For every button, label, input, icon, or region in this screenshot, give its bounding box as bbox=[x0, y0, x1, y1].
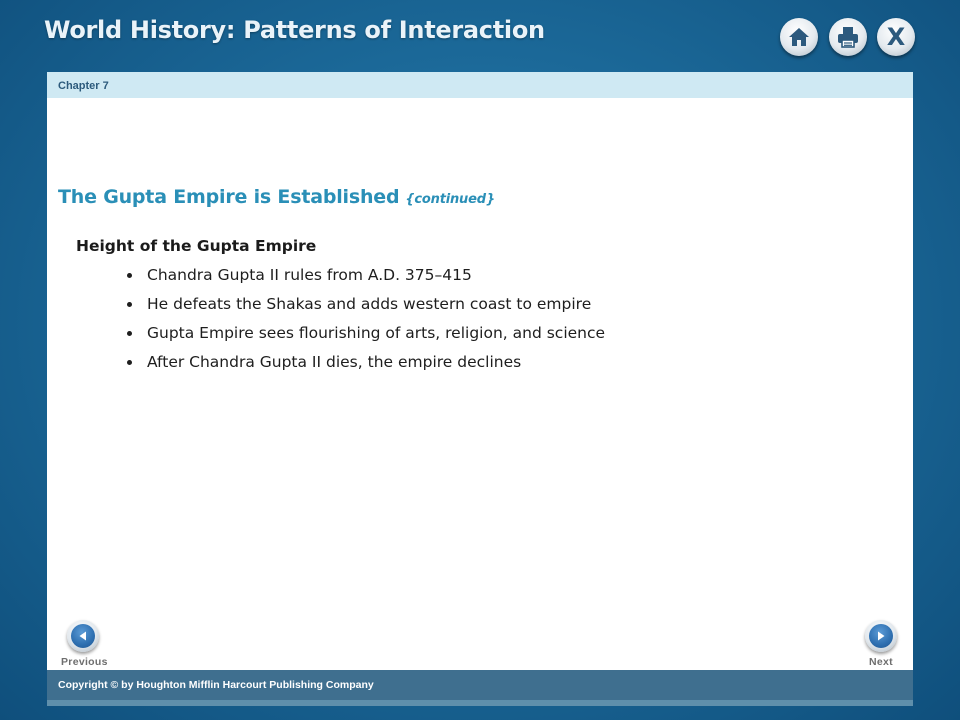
next-button[interactable] bbox=[865, 620, 897, 652]
bullet-item bbox=[127, 265, 605, 294]
home-button[interactable] bbox=[780, 18, 818, 56]
footer-strip bbox=[47, 700, 913, 706]
bullet-item bbox=[127, 323, 605, 352]
bullet-item bbox=[127, 294, 605, 323]
close-icon: X bbox=[886, 23, 906, 51]
printer-icon bbox=[835, 24, 861, 50]
chapter-bar bbox=[47, 72, 913, 98]
next-button-face bbox=[869, 624, 893, 648]
bullet-dot bbox=[127, 360, 132, 365]
bullet-text: Gupta Empire sees flourishing of arts, religion, and science bbox=[147, 324, 606, 342]
arrow-left-icon bbox=[77, 630, 89, 642]
previous-label[interactable]: Previous bbox=[61, 656, 108, 668]
bullet-dot bbox=[127, 302, 132, 307]
section-heading: Height of the Gupta Empire bbox=[76, 237, 317, 255]
header-title: World History: Patterns of Interaction bbox=[44, 16, 545, 44]
previous-button[interactable] bbox=[67, 620, 99, 652]
next-label[interactable]: Next bbox=[869, 656, 893, 668]
bullet-text: He defeats the Shakas and adds western coast to empire bbox=[147, 295, 592, 313]
print-button[interactable] bbox=[829, 18, 867, 56]
close-button[interactable] bbox=[877, 18, 915, 56]
previous-button-face bbox=[71, 624, 95, 648]
home-icon bbox=[786, 24, 812, 50]
slide-title-suffix: {continued} bbox=[405, 192, 495, 207]
bullet-text: After Chandra Gupta II dies, the empire declines bbox=[147, 353, 522, 371]
bullet-dot bbox=[127, 331, 132, 336]
copyright-text: Copyright © by Houghton Mifflin Harcourt Publishing Company bbox=[58, 679, 374, 691]
footer-bar bbox=[47, 670, 913, 700]
chapter-label: Chapter 7 bbox=[58, 80, 109, 92]
bullet-list bbox=[127, 265, 605, 381]
slide-title-text: The Gupta Empire is Established bbox=[58, 186, 400, 208]
slide-title bbox=[58, 186, 495, 208]
bullet-item bbox=[127, 352, 605, 381]
bullet-text: Chandra Gupta II rules from A.D. 375–415 bbox=[147, 266, 472, 284]
arrow-right-icon bbox=[875, 630, 887, 642]
slide-panel bbox=[47, 72, 913, 670]
bullet-dot bbox=[127, 273, 132, 278]
